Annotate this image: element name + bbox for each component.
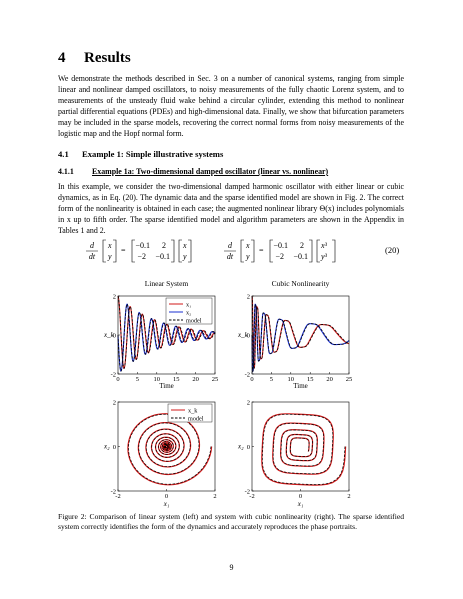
intro-paragraph: We demonstrate the methods described in Sec. 3 on a number of canonical systems, ranging from simple linear and nonlinear damped oscillators, to noisy measurements of the fully chaotic Lorenz system, and to measurements of the unsteady fluid wake behind a circular cylinder, extending this method to nonlinear partial differential equations (PDEs) and high-dimensional data. Finally, we show that bifurcation parameters may be included in the sparse models, recovering the correct normal forms from noisy measurements of the logistic map and the Hopf normal form. [58, 74, 404, 138]
eq-a22: −0.1 [293, 252, 308, 261]
eq-lhs-y: y [246, 252, 250, 261]
x-tick-label: 20 [192, 376, 199, 383]
x-tick-label: 0 [298, 493, 303, 500]
cubic-phase-axes [252, 402, 349, 491]
x-tick-label: -2 [115, 493, 121, 500]
legend-timeseries [166, 298, 212, 324]
equation-20 [0, 236, 463, 266]
legend-phase [168, 404, 212, 422]
ylabel-xk: x_k [238, 331, 248, 339]
y-tick-label: 0 [112, 332, 116, 340]
figure-caption: Figure 2: Comparison of linear system (left) and system with cubic nonlinearity (right). The sparse identified system correctly identifies the form of the dynamics and accurately reproduces the phase portraits. [58, 512, 404, 532]
subsubsection-title: Example 1a: Two-dimensional damped oscillator (linear vs. nonlinear) [92, 167, 329, 176]
eq-a12: 2 [300, 241, 304, 250]
x-tick-label: 0 [164, 493, 169, 500]
x-tick-label: 10 [153, 376, 161, 383]
subsubsection-number: 4.1.1 [58, 167, 74, 176]
eq-a21: −2 [137, 252, 146, 261]
ylabel-xk: x_k [104, 331, 114, 339]
eq-a12: 2 [162, 241, 166, 250]
x-tick-label: 5 [269, 376, 274, 383]
y-tick-label: -2 [244, 488, 250, 496]
eq-a11: −0.1 [273, 241, 288, 250]
eq-bracket [188, 240, 191, 262]
eq-bracket [113, 240, 116, 262]
y-tick-label: -2 [110, 488, 116, 496]
x-tick-label: 10 [287, 376, 295, 383]
eq-lhs-y: y [108, 252, 112, 261]
eq-dt: dt [226, 252, 234, 261]
y-tick-label: 0 [112, 443, 116, 451]
eq-rhs-top: x³ [321, 241, 327, 250]
eq-equals: = [121, 246, 126, 255]
x-tick-label: 2 [347, 493, 351, 500]
xlabel-time: Time [159, 382, 174, 390]
figure-2 [0, 272, 463, 512]
y-tick-label: 2 [112, 399, 116, 407]
eq-d: d [228, 241, 232, 250]
eq-bracket [179, 240, 182, 262]
x-tick-label: 2 [213, 493, 217, 500]
eq-bracket [309, 240, 312, 262]
x-tick-label: 25 [345, 376, 353, 383]
eq-rhs-bottom: y [183, 252, 187, 261]
x-tick-label: 5 [135, 376, 140, 383]
y-tick-label: -2 [110, 371, 116, 379]
eq-dt: dt [88, 252, 96, 261]
panel-title-cubic: Cubic Nonlinearity [271, 279, 330, 288]
x-tick-label: 25 [211, 376, 219, 383]
y-tick-label: -2 [244, 371, 250, 379]
ylabel-x2: x₂ [238, 442, 244, 451]
page-number: 9 [229, 563, 234, 572]
cubic-timeseries-axes [252, 296, 349, 374]
x-tick-label: 15 [306, 376, 314, 383]
x-tick-label: -2 [249, 493, 255, 500]
equation-number: (20) [385, 245, 400, 255]
panel-title-linear: Linear System [144, 279, 189, 288]
eq-bracket [332, 240, 335, 262]
eq-bracket [241, 240, 244, 262]
eq-lhs-x: x [108, 241, 112, 250]
eq-bracket [251, 240, 254, 262]
legend-label: model [186, 317, 202, 325]
eq-a11: −0.1 [135, 241, 150, 250]
xlabel-time: Time [293, 382, 308, 390]
eq-lhs-x: x [246, 241, 250, 250]
subsubsection-heading [58, 167, 328, 176]
y-tick-label: 2 [246, 293, 250, 301]
cubic-phase-frame [252, 402, 349, 491]
ylabel-x2: x₂ [104, 442, 110, 451]
y-tick-label: 2 [112, 293, 116, 301]
legend-label: x₂ [186, 309, 192, 317]
x-tick-label: 0 [116, 376, 120, 383]
y-tick-label: 0 [246, 443, 250, 451]
eq-equals: = [259, 246, 264, 255]
subsection-number: 4.1 [58, 149, 69, 159]
eq-a22: −0.1 [155, 252, 170, 261]
subsection-title: Example 1: Simple illustrative systems [82, 149, 224, 159]
eq-rhs-top: x [183, 241, 187, 250]
x-tick-label: 20 [326, 376, 333, 383]
subsection-heading [58, 149, 223, 159]
eq-bracket [171, 240, 174, 262]
phase-trajectory [262, 414, 346, 485]
legend-label: x_k [188, 407, 198, 415]
x-tick-label: 15 [172, 376, 180, 383]
y-tick-label: 2 [246, 399, 250, 407]
legend-label: model [188, 415, 204, 423]
eq-bracket [317, 240, 320, 262]
eq-d: d [90, 241, 94, 250]
section-number: 4 [58, 50, 66, 66]
section-heading [58, 50, 131, 67]
eq-a21: −2 [275, 252, 284, 261]
xlabel-x1: x₁ [297, 500, 304, 508]
legend-label: x₁ [186, 301, 192, 309]
y-tick-label: 0 [246, 332, 250, 340]
xlabel-x1: x₁ [163, 500, 170, 508]
section-title: Results [84, 50, 131, 66]
eq-rhs-bottom: y³ [321, 252, 327, 261]
x-tick-label: 0 [250, 376, 254, 383]
example-paragraph: In this example, we consider the two-dimensional damped harmonic oscillator with either linear or cubic dynamics, as in Eq. (20). The dynamic data and the sparse identified model are shown in Fig. 2. The correct form of the nonlinearity is obtained in each case; the augmented nonlinear library Θ(x) includes polynomials in x up to fifth order. The sparse identified model and algorithm parameters are shown in the Appendix in Tables 1 and 2. [58, 182, 404, 235]
eq-bracket [103, 240, 106, 262]
